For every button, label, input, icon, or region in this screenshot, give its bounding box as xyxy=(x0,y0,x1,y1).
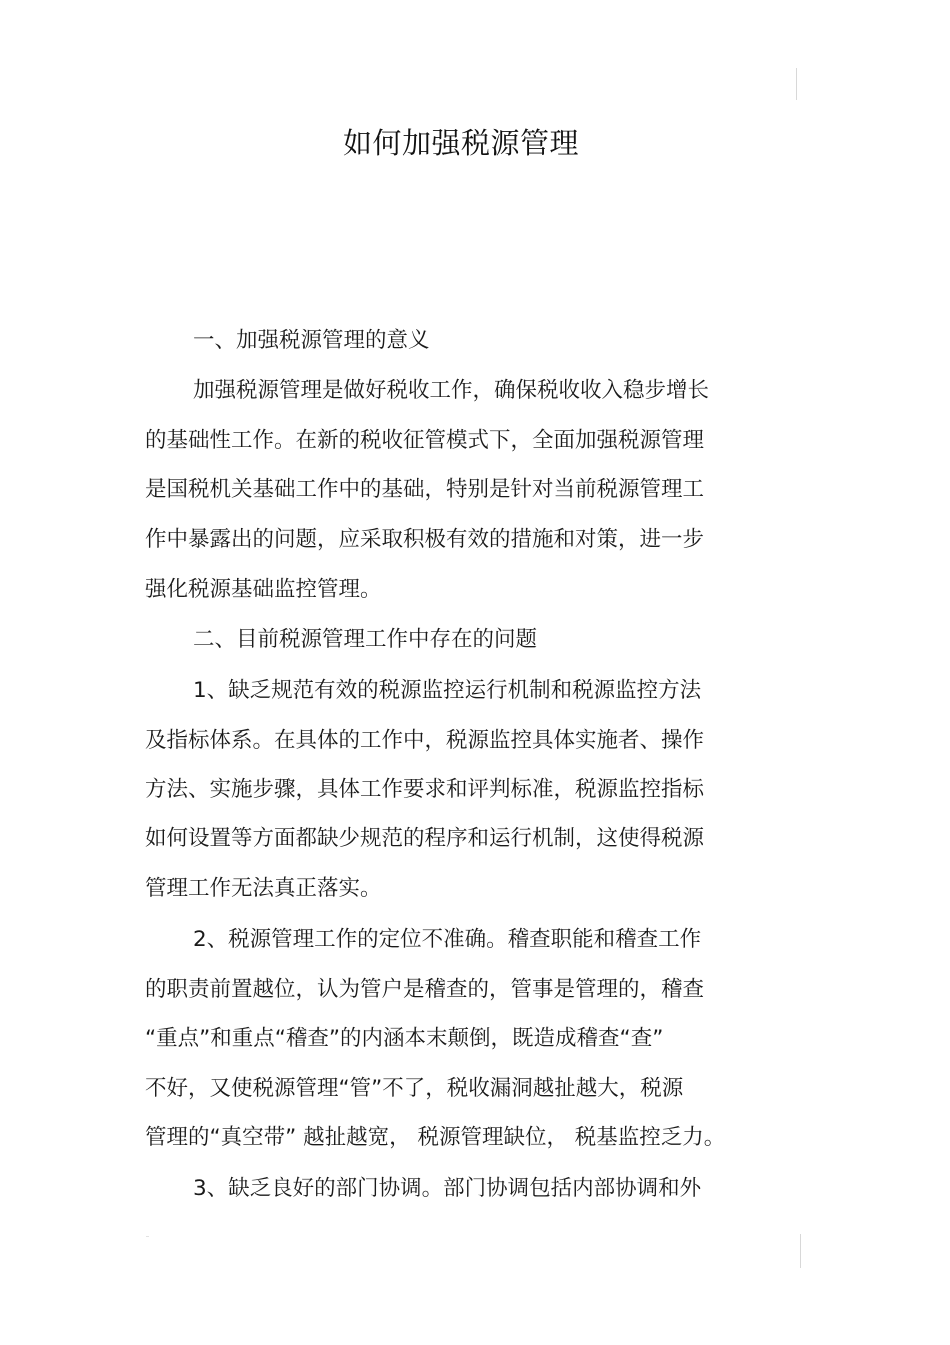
paragraph-line: 的基础性工作。在新的税收征管模式下，全面加强税源管理 xyxy=(145,428,705,453)
paragraph-line: 不好，又使税源管理“管”不了，税收漏洞越扯越大，税源 xyxy=(145,1076,684,1101)
paragraph-line: 及指标体系。在具体的工作中，税源监控具体实施者、操作 xyxy=(145,728,705,753)
paragraph-line: 管理的“真空带” 越扯越宽， 税源管理缺位， 税基监控乏力。 xyxy=(145,1125,726,1150)
page-corner-mark xyxy=(796,68,797,100)
paragraph-line: 是国税机关基础工作中的基础，特别是针对当前税源管理工 xyxy=(145,477,705,502)
page-corner-mark xyxy=(146,1236,149,1237)
paragraph-line: 的职责前置越位，认为管户是稽查的，管事是管理的，稽查 xyxy=(145,977,705,1002)
paragraph-line: 作中暴露出的问题，应采取积极有效的措施和对策，进一步 xyxy=(145,527,705,552)
paragraph-line: “重点”和重点“稽查”的内涵本末颠倒，既造成稽查“查” xyxy=(145,1026,664,1051)
document-title: 如何加强税源管理 xyxy=(342,126,579,160)
section-heading: 一、加强税源管理的意义 xyxy=(193,328,430,353)
paragraph-line: 2、税源管理工作的定位不准确。稽查职能和稽查工作 xyxy=(193,927,702,952)
paragraph-line: 1、缺乏规范有效的税源监控运行机制和税源监控方法 xyxy=(193,678,702,703)
paragraph-line: 管理工作无法真正落实。 xyxy=(145,876,382,901)
paragraph-line: 强化税源基础监控管理。 xyxy=(145,577,382,602)
paragraph-line: 方法、实施步骤，具体工作要求和评判标准，税源监控指标 xyxy=(145,777,705,802)
paragraph-line: 如何设置等方面都缺少规范的程序和运行机制，这使得税源 xyxy=(145,826,705,851)
page-corner-mark xyxy=(800,1234,801,1268)
section-heading: 二、目前税源管理工作中存在的问题 xyxy=(193,627,538,652)
paragraph-line: 加强税源管理是做好税收工作，确保税收收入稳步增长 xyxy=(193,378,710,403)
paragraph-line: 3、缺乏良好的部门协调。部门协调包括内部协调和外 xyxy=(193,1176,702,1201)
